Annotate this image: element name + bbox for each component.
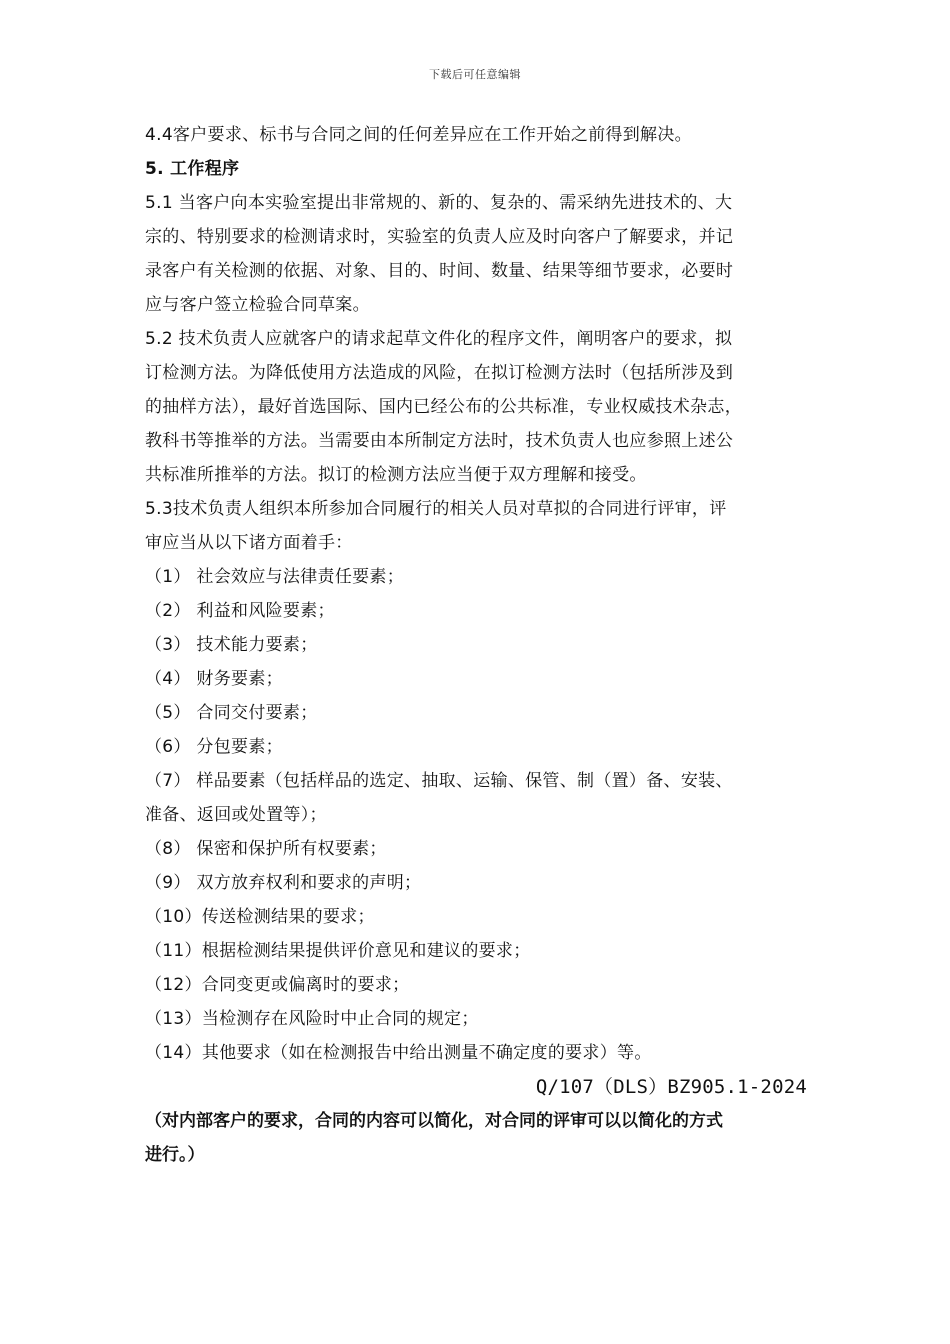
note-line: 进行。） xyxy=(145,1145,205,1165)
list-item: 准备、返回或处置等）； xyxy=(145,805,327,825)
document-body xyxy=(145,118,817,1172)
clause-4-4: 4.4客户要求、标书与合同之间的任何差异应在工作开始之前得到解决。 xyxy=(145,125,692,145)
list-item: （12）合同变更或偏离时的要求； xyxy=(145,975,410,995)
list-item: （9） 双方放弃权利和要求的声明； xyxy=(145,873,422,893)
list-item: （6） 分包要素； xyxy=(145,737,283,757)
list-item: （3） 技术能力要素； xyxy=(145,635,318,655)
clause-5-2-line: 教科书等推举的方法。当需要由本所制定方法时，技术负责人也应参照上述公 xyxy=(145,431,734,451)
list-item: （1） 社会效应与法律责任要素； xyxy=(145,567,405,587)
list-item: （4） 财务要素； xyxy=(145,669,283,689)
list-item: （8） 保密和保护所有权要素； xyxy=(145,839,387,859)
note-line: （对内部客户的要求，合同的内容可以简化，对合同的评审可以以简化的方式 xyxy=(145,1111,723,1131)
clause-5-2-line: 订检测方法。为降低使用方法造成的风险，在拟订检测方法时（包括所涉及到 xyxy=(145,363,734,383)
page-header: 下载后可任意编辑 xyxy=(429,68,521,81)
clause-5-1-line: 录客户有关检测的依据、对象、目的、时间、数量、结果等细节要求，必要时 xyxy=(145,261,734,281)
clause-5-2-line: 5.2 技术负责人应就客户的请求起草文件化的程序文件，阐明客户的要求，拟 xyxy=(145,329,733,349)
clause-5-2-line: 共标准所推举的方法。拟订的检测方法应当便于双方理解和接受。 xyxy=(145,465,647,485)
clause-5-1-line: 应与客户签立检验合同草案。 xyxy=(145,295,370,315)
document-code: Q/107（DLS）BZ905.1-2024 xyxy=(535,1076,807,1098)
clause-5-2-line: 的抽样方法），最好首选国际、国内已经公布的公共标准，专业权威技术杂志， xyxy=(145,397,742,417)
list-item: （10）传送检测结果的要求； xyxy=(145,907,375,927)
list-item: （11）根据检测结果提供评价意见和建议的要求； xyxy=(145,941,531,961)
clause-5-3-line: 审应当从以下诸方面着手： xyxy=(145,533,353,553)
section-heading: 5. 工作程序 xyxy=(145,159,240,179)
list-item: （5） 合同交付要素； xyxy=(145,703,318,723)
clause-5-1-line: 宗的、特别要求的检测请求时，实验室的负责人应及时向客户了解要求，并记 xyxy=(145,227,734,247)
list-item: （13）当检测存在风险时中止合同的规定； xyxy=(145,1009,479,1029)
list-item: （7） 样品要素（包括样品的选定、抽取、运输、保管、制（置）备、安装、 xyxy=(145,771,733,791)
clause-5-1-line: 5.1 当客户向本实验室提出非常规的、新的、复杂的、需采纳先进技术的、大 xyxy=(145,193,733,213)
list-item: （14）其他要求（如在检测报告中给出测量不确定度的要求）等。 xyxy=(145,1043,652,1063)
clause-5-3-line: 5.3技术负责人组织本所参加合同履行的相关人员对草拟的合同进行评审，评 xyxy=(145,499,727,519)
list-item: （2） 利益和风险要素； xyxy=(145,601,335,621)
